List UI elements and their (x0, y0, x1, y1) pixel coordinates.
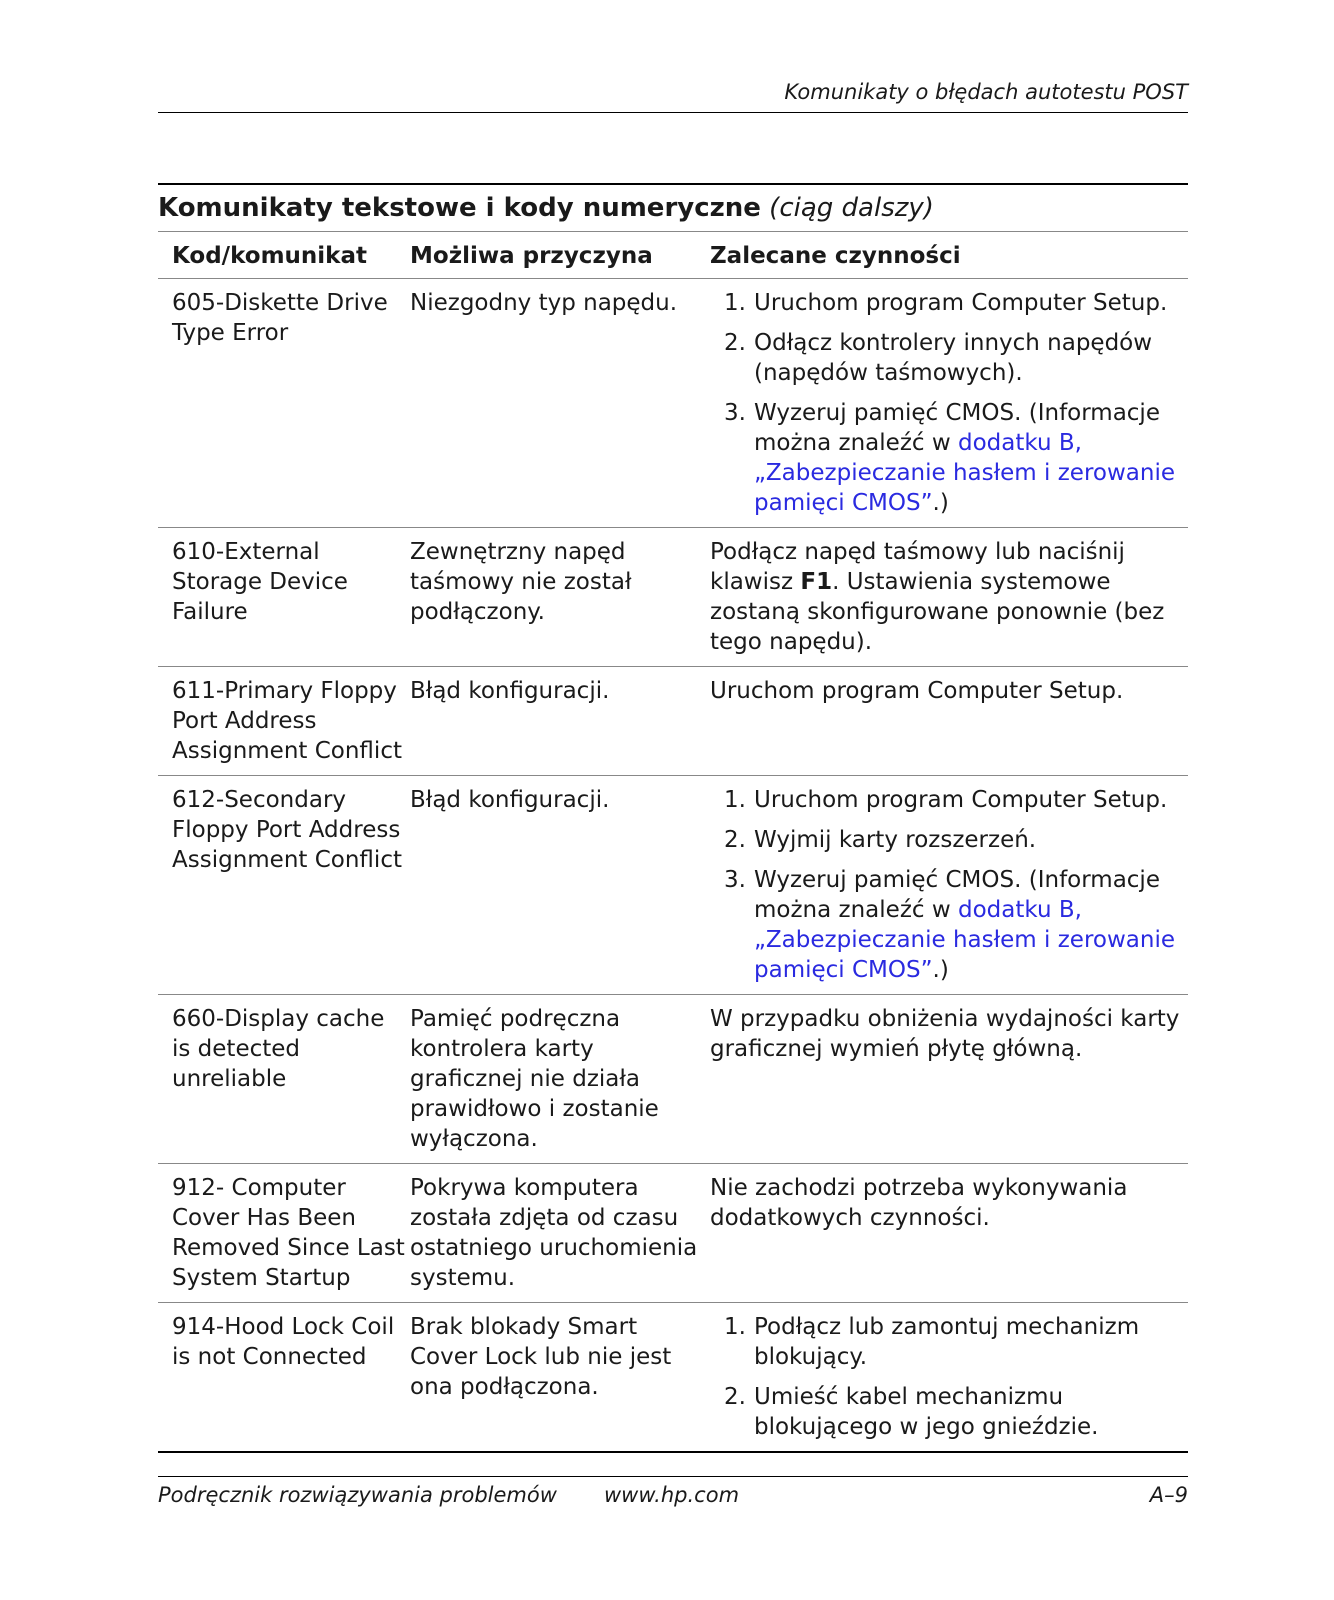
cause-cell: Pamięć podręczna kontrolera karty graficznej nie działa prawidłowo i zostanie wyłączona. (410, 1006, 659, 1152)
table-row (158, 667, 1188, 776)
table-title (158, 185, 1188, 232)
cause-cell: Pokrywa komputera została zdjęta od czasu ostatniego uruchomienia systemu. (410, 1175, 698, 1291)
page-number: A–9 (1149, 1483, 1188, 1507)
steps-list (710, 288, 1188, 518)
action-cell: W przypadku obniżenia wydajności karty graficznej wymień płytę główną. (710, 1006, 1180, 1062)
error-code-cell: 612-Secondary Floppy Port Address Assignment Conflict (172, 787, 402, 873)
action-cell (710, 288, 1188, 518)
list-item: 1. Podłącz lub zamontuj mechanizm blokujący. (724, 1314, 1140, 1370)
action-cell (710, 785, 1188, 985)
footer-book-title: Podręcznik rozwiązywania problemów (158, 1483, 557, 1507)
table-header-row (158, 232, 1188, 279)
table-title-continued: (ciąg dalszy) (769, 193, 934, 223)
cause-cell: Błąd konfiguracji. (410, 787, 610, 813)
list-item: 3. Wyzeruj pamięć CMOS. (Informacje można znaleźć w dodatku B, „Zabezpieczanie hasłem i zerowanie pamięci CMOS”.) (724, 400, 1175, 516)
table-row (158, 279, 1188, 528)
action-cell (710, 1312, 1188, 1442)
table-row (158, 528, 1188, 667)
list-item: 1. Uruchom program Computer Setup. (724, 290, 1168, 316)
cause-cell: Brak blokady Smart Cover Lock lub nie jest ona podłączona. (410, 1314, 672, 1400)
list-item: 2. Umieść kabel mechanizmu blokującego w jego gnieździe. (724, 1384, 1099, 1440)
running-header: Komunikaty o błędach autotestu POST (158, 80, 1188, 113)
list-item: 2. Wyjmij karty rozszerzeń. (724, 827, 1037, 853)
table-row (158, 776, 1188, 995)
table-row (158, 995, 1188, 1164)
action-cell: Uruchom program Computer Setup. (710, 678, 1124, 704)
table-row (158, 1303, 1188, 1451)
table-title-main: Komunikaty tekstowe i kody numeryczne (158, 193, 761, 223)
list-item: 2. Odłącz kontrolery innych napędów (napędów taśmowych). (724, 330, 1153, 386)
steps-list (710, 785, 1188, 985)
key-f1: F1 (800, 569, 833, 595)
column-header-cause: Możliwa przyczyna (410, 243, 653, 269)
appendix-b-link[interactable]: dodatku B, „Zabezpieczanie hasłem i zerowanie pamięci CMOS” (754, 430, 1175, 516)
footer-url[interactable]: www.hp.com (604, 1483, 740, 1507)
cause-cell: Błąd konfiguracji. (410, 678, 610, 704)
list-item: 3. Wyzeruj pamięć CMOS. (Informacje można znaleźć w dodatku B, „Zabezpieczanie hasłem i zerowanie pamięci CMOS”.) (724, 867, 1175, 983)
action-cell: Podłącz napęd taśmowy lub naciśnij klawisz F1. Ustawienia systemowe zostaną skonfigurowane ponownie (bez tego napędu). (710, 539, 1165, 655)
error-code-cell: 611-Primary Floppy Port Address Assignment Conflict (172, 678, 402, 764)
error-code-cell: 660-Display cache is detected unreliable (172, 1006, 385, 1092)
list-item: 1. Uruchom program Computer Setup. (724, 787, 1168, 813)
steps-list (710, 1312, 1188, 1442)
page-footer (158, 1476, 1188, 1507)
cause-cell: Zewnętrzny napęd taśmowy nie został podłączony. (410, 539, 632, 625)
column-header-action: Zalecane czynności (710, 243, 961, 269)
error-code-cell: 605-Diskette Drive Type Error (172, 290, 388, 346)
action-cell: Nie zachodzi potrzeba wykonywania dodatkowych czynności. (710, 1175, 1128, 1231)
column-header-code: Kod/komunikat (172, 243, 367, 269)
table-row (158, 1164, 1188, 1303)
error-code-cell: 610-External Storage Device Failure (172, 539, 348, 625)
error-code-cell: 912- Computer Cover Has Been Removed Since Last System Startup (172, 1175, 405, 1291)
error-code-cell: 914-Hood Lock Coil is not Connected (172, 1314, 395, 1370)
appendix-b-link[interactable]: dodatku B, „Zabezpieczanie hasłem i zerowanie pamięci CMOS” (754, 897, 1175, 983)
cause-cell: Niezgodny typ napędu. (410, 290, 678, 316)
error-codes-table (158, 183, 1188, 1453)
